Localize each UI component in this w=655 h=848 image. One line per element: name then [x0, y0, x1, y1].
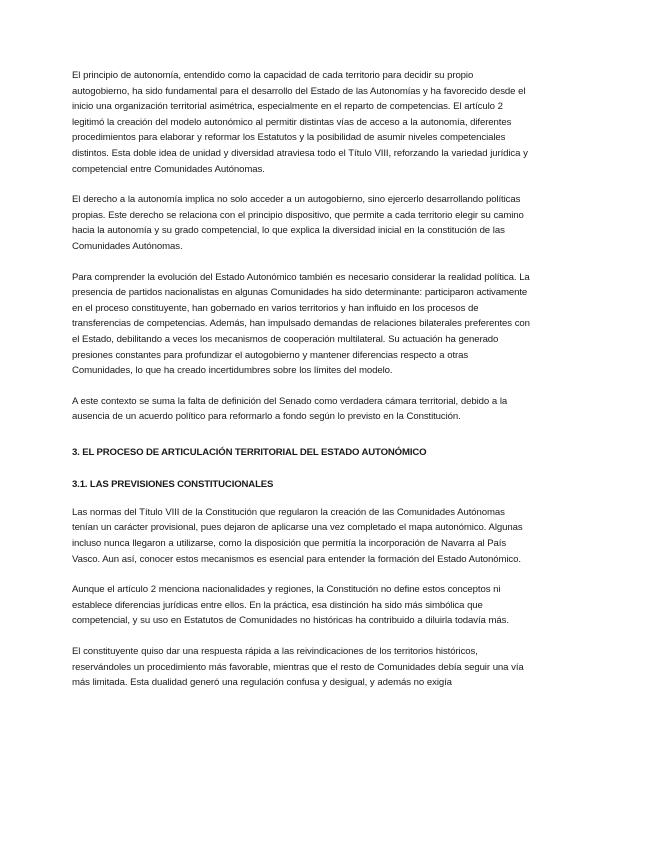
paragraph-right-to-autonomy: El derecho a la autonomía implica no solo acceder a un autogobierno, sino ejercerlo desarrollando políticas propias. Este derecho se relaciona con el principio dispositivo, que permite a cada territorio elegir su camino hacia la autonomía y su grado competencial, lo que explica la diversidad inicial en la constitución de las Comunidades Autónomas.	[72, 194, 524, 252]
paragraph-title-viii-norms: Las normas del Título VIII de la Constitución que regularon la creación de las Comunidades Autónomas tenían un carácter provisional, pues dejaron de aplicarse una vez completado el mapa autonómico. Algunas incluso nunca llegaron a utilizarse, como la disposición que permitía la incorporación de Navarra al País Vasco. Aun así, conocer estos mecanismos es esencial para entender la formación del Estado Autonómico.	[72, 506, 523, 565]
paragraph-senate: A este contexto se suma la falta de definición del Senado como verdadera cámara territorial, debido a la ausencia de un acuerdo político para reformarlo a fondo según lo previsto en la Constitución.	[72, 395, 508, 423]
section-heading: 3. EL PROCESO DE ARTICULACIÓN TERRITORIAL DEL ESTADO AUTONÓMICO	[72, 446, 427, 458]
paragraph-autonomy-principle: El principio de autonomía, entendido como la capacidad de cada territorio para decidir su propio autogobierno, ha sido fundamental para el desarrollo del Estado de las Autonomías y ha favorecido desde el inicio una organización territorial asimétrica, especialmente en el reparto de competencias. El artículo 2 legitimó la creación del modelo autonómico al permitir distintas vías de acceso a la autonomía, diferentes procedimientos para elaborar y reformar los Estatutos y la posibilidad de asumir niveles competenciales distintos. Esta doble idea de unidad y diversidad atraviesa todo el Título VIII, reforzando la variedad jurídica y competencial entre Comunidades Autónomas.	[72, 70, 528, 175]
subsection-heading: 3.1. LAS PREVISIONES CONSTITUCIONALES	[72, 478, 274, 490]
paragraph-constituent-response: El constituyente quiso dar una respuesta rápida a las reivindicaciones de los territorios históricos, reservándoles un procedimiento más favorable, mientras que el resto de Comunidades debía seguir una vía más limitada. Esta dualidad generó una regulación confusa y desigual, y además no exigía	[72, 646, 524, 689]
document-page	[72, 68, 530, 706]
paragraph-nationalities-regions: Aunque el artículo 2 menciona nacionalidades y regiones, la Constitución no define estos conceptos ni establece diferencias jurídicas entre ellos. En la práctica, esa distinción ha sido más simbólica que competencial, y su uso en Estatutos de Comunidades no históricas ha contribuido a diluirla todavía más.	[72, 584, 509, 627]
paragraph-political-reality: Para comprender la evolución del Estado Autonómico también es necesario considerar la realidad política. La presencia de partidos nacionalistas en algunas Comunidades ha sido determinante: participaron activamente en el proceso constituyente, han gobernado en varios territorios y han influido en los procesos de transferencias de competencias. Además, han impulsado demandas de relaciones bilaterales preferentes con el Estado, debilitando a veces los mecanismos de cooperación multilateral. Su actuación ha generado presiones constantes para profundizar el autogobierno y mantener diferencias respecto a otras Comunidades, lo que ha creado incertidumbres sobre los límites del modelo.	[72, 271, 530, 377]
